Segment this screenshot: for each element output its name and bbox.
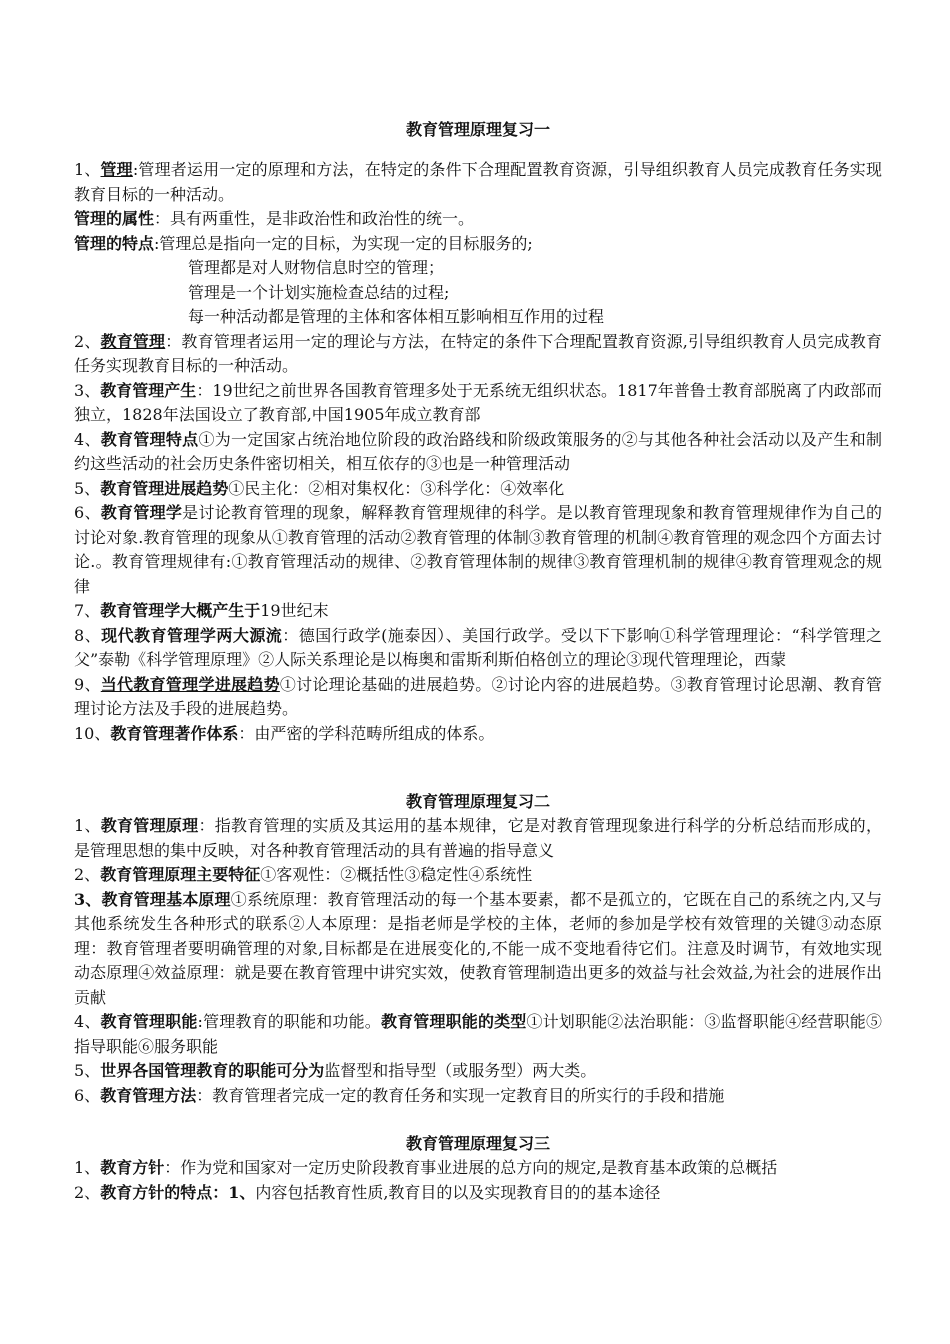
- list-item: 3、教育管理基本原理①系统原理：教育管理活动的每一个基本要素，都不是孤立的，它既在自己的系统之内,又与其他系统发生各种形式的联系②人本原理：是指老师是学校的主体，老师的参加是学校有效管理的关键③动态原理：教育管理者要明确管理的对象,目标都是在进展变化的,不能一成不变地看待它们。注意及时调节，有效地实现动态原理④效益原理：就是要在教育管理中讲究实效，使教育管理制造出更多的效益与社会效益,为社会的进展作出贡献: [74, 889, 882, 1007]
- list-item: 4、教育管理职能:管理教育的职能和功能。教育管理职能的类型①计划职能②法治职能：③监督职能④经营职能⑤指导职能⑥服务职能: [74, 1012, 882, 1056]
- list-item-indented: 管理是一个计划实施检查总结的过程;: [188, 282, 450, 302]
- section-title: 教育管理原理复习三: [405, 1134, 550, 1153]
- list-item: 2、教育管理原理主要特征①客观性：②概括性③稳定性④系统性: [74, 865, 533, 884]
- list-item: 6、教育管理学是讨论教育管理的现象，解释教育管理规律的科学。是以教育管理现象和教育管理规律作为自己的讨论对象.教育管理的现象从①教育管理的活动②教育管理的体制③教育管理的机制④教育管理的观念四个方面去讨论.。教育管理规律有:①教育管理活动的规律、②教育管理体制的规律③教育管理机制的规律④教育管理观念的规律: [74, 503, 882, 596]
- list-item-indented: 管理都是对人财物信息时空的管理；: [188, 258, 445, 277]
- list-item: 1、管理:管理者运用一定的原理和方法，在特定的条件下合理配置教育资源，引导组织教育人员完成教育任务实现教育目标的一种活动。: [74, 160, 882, 204]
- section-title: 教育管理原理复习二: [405, 792, 550, 811]
- list-item: 10、教育管理著作体系：由严密的学科范畴所组成的体系。: [74, 723, 495, 743]
- list-item: 8、现代教育管理学两大源流：德国行政学(施泰因）、美国行政学。受以下下影响①科学管理理论：“科学管理之父”泰勒《科学管理原理》②人际关系理论是以梅奥和雷斯利斯伯格创立的理论③现代管理理论，西蒙: [74, 625, 882, 669]
- document-page: [74, 118, 882, 1205]
- list-item: 5、世界各国管理教育的职能可分为监督型和指导型（或服务型）两大类。: [74, 1061, 597, 1080]
- list-item: 1、教育方针：作为党和国家对一定历史阶段教育事业进展的总方向的规定,是教育基本政策的总概括: [74, 1158, 778, 1177]
- list-item: 管理的属性：具有两重性，是非政治性和政治性的统一。: [74, 209, 475, 228]
- list-item: 3、教育管理产生：19世纪之前世界各国教育管理多处于无系统无组织状态。1817年普鲁士教育部脱离了内政部而独立，1828年法国设立了教育部,中国1905年成立教育部: [74, 380, 882, 424]
- list-item: 2、教育管理：教育管理者运用一定的理论与方法，在特定的条件下合理配置教育资源,引导组织教育人员完成教育任务实现教育目标的一种活动。: [74, 331, 882, 375]
- list-item: 4、教育管理特点①为一定国家占统治地位阶段的政治路线和阶级政策服务的②与其他各种社会活动以及产生和制约这些活动的社会历史条件密切相关，相互依存的③也是一种管理活动: [74, 429, 882, 473]
- section-title: 教育管理原理复习一: [405, 120, 550, 139]
- list-item: 5、教育管理进展趋势①民主化：②相对集权化：③科学化：④效率化: [74, 478, 565, 498]
- list-item-indented: 每一种活动都是管理的主体和客体相互影响相互作用的过程: [188, 307, 605, 326]
- list-item: 9、当代教育管理学进展趋势①讨论理论基础的进展趋势。②讨论内容的进展趋势。③教育管理讨论思潮、教育管理讨论方法及手段的进展趋势。: [74, 674, 882, 718]
- list-item: 7、教育管理学大概产生于19世纪末: [74, 601, 329, 620]
- list-item: 6、教育管理方法：教育管理者完成一定的教育任务和实现一定教育目的所实行的手段和措施: [74, 1085, 725, 1105]
- list-item: 2、教育方针的特点：1、内容包括教育性质,教育目的以及实现教育目的的基本途径: [74, 1182, 661, 1202]
- list-item: 管理的特点:管理总是指向一定的目标，为实现一定的目标服务的;: [74, 233, 533, 253]
- list-item: 1、教育管理原理：指教育管理的实质及其运用的基本规律，它是对教育管理现象进行科学的分析总结而形成的，是管理思想的集中反映，对各种教育管理活动的具有普遍的指导意义: [74, 816, 882, 860]
